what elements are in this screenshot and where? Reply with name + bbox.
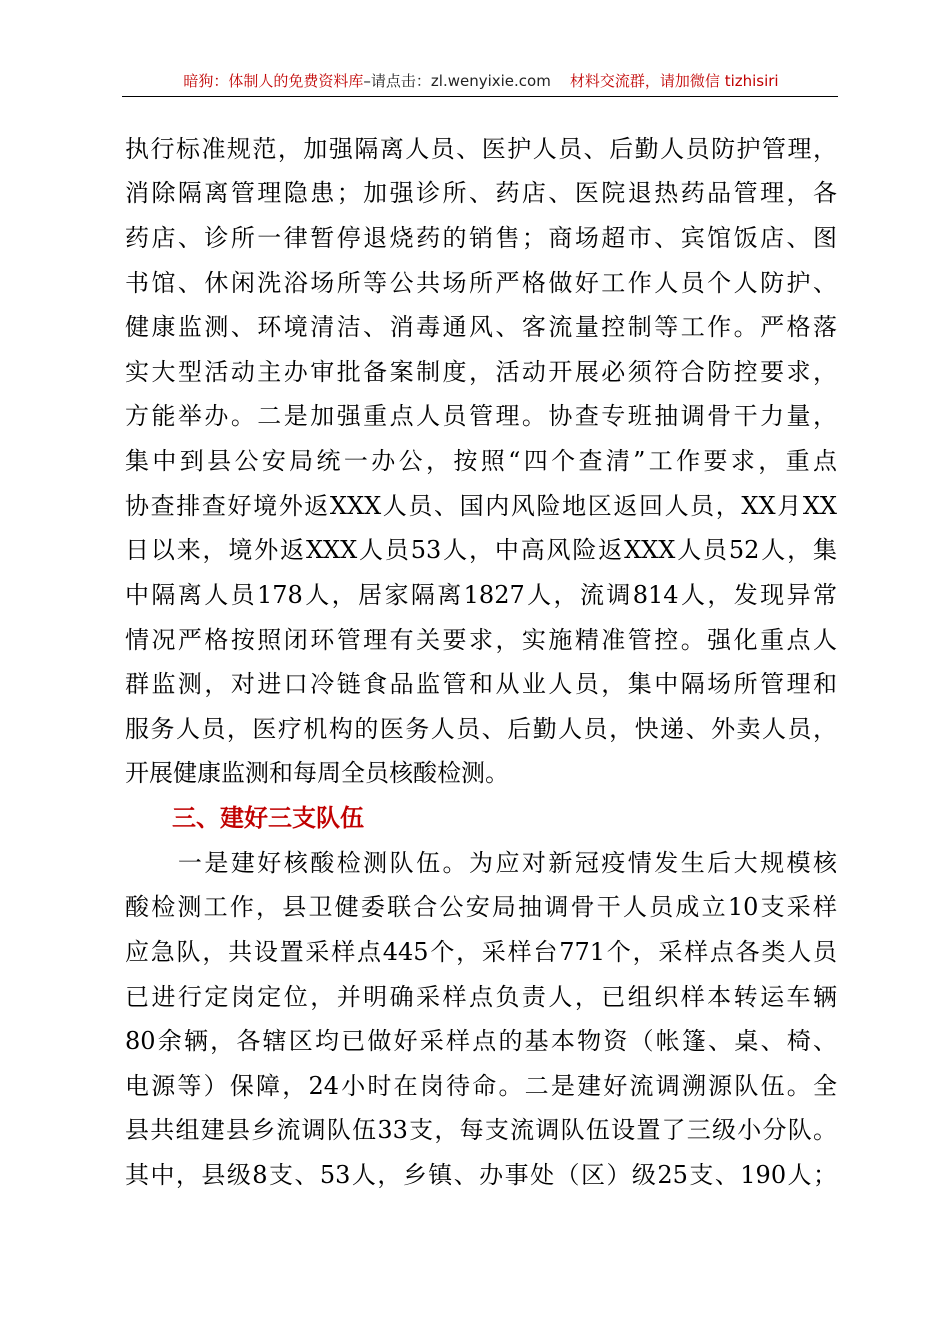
paragraph-line: 中隔离人员178人，居家隔离1827人，流调814人，发现异常 xyxy=(125,581,837,609)
paragraph-line: 消除隔离管理隐患；加强诊所、药店、医院退热药品管理，各 xyxy=(125,179,837,207)
paragraph-line: 酸检测工作，县卫健委联合公安局抽调骨干人员成立10支采样 xyxy=(125,893,837,921)
header-divider xyxy=(122,96,838,97)
paragraph-line: 电源等）保障，24小时在岗待命。二是建好流调溯源队伍。全 xyxy=(125,1072,837,1100)
section-heading: 三、建好三支队伍 xyxy=(172,804,364,832)
page-header xyxy=(122,66,840,96)
paragraph-line: 书馆、休闲洗浴场所等公共场所严格做好工作人员个人防护、 xyxy=(125,269,837,297)
paragraph-line: 执行标准规范，加强隔离人员、医护人员、后勤人员防护管理， xyxy=(125,135,837,163)
paragraph-line: 其中，县级8支、53人，乡镇、办事处（区）级25支、190人； xyxy=(125,1161,837,1189)
paragraph-line: 药店、诊所一律暂停退烧药的销售；商场超市、宾馆饭店、图 xyxy=(125,224,837,252)
header-contact: 材料交流群，请加微信 tizhisiri xyxy=(569,72,779,90)
paragraph-line: 情况严格按照闭环管理有关要求，实施精准管控。强化重点人 xyxy=(125,626,837,654)
paragraph-line: 实大型活动主办审批备案制度，活动开展必须符合防控要求， xyxy=(125,358,837,386)
paragraph-line: 县共组建县乡流调队伍33支，每支流调队伍设置了三级小分队。 xyxy=(125,1116,837,1144)
paragraph-line: 协查排查好境外返XXX人员、国内风险地区返回人员，XX月XX xyxy=(125,492,837,520)
header-site-name: 暗狗：体制人的免费资料库 xyxy=(183,72,364,90)
paragraph-line: 服务人员，医疗机构的医务人员、后勤人员，快递、外卖人员， xyxy=(125,715,837,743)
paragraph-line: 80余辆，各辖区均已做好采样点的基本物资（帐篷、桌、椅、 xyxy=(125,1027,837,1055)
paragraph-line: 日以来，境外返XXX人员53人，中高风险返XXX人员52人，集 xyxy=(125,536,837,564)
header-url-link[interactable]: zl.wenyixie.com xyxy=(430,72,551,90)
paragraph-line: 群监测，对进口冷链食品监管和从业人员，集中隔场所管理和 xyxy=(125,670,837,698)
paragraph-line: 一是建好核酸检测队伍。为应对新冠疫情发生后大规模核 xyxy=(125,849,837,877)
paragraph-line: 健康监测、环境清洁、消毒通风、客流量控制等工作。严格落 xyxy=(125,313,837,341)
paragraph-line: 集中到县公安局统一办公，按照“四个查清”工作要求，重点 xyxy=(125,447,837,475)
header-click-prompt: –请点击： xyxy=(363,72,431,90)
paragraph-line: 已进行定岗定位，并明确采样点负责人，已组织样本转运车辆 xyxy=(125,983,837,1011)
paragraph-line: 方能举办。二是加强重点人员管理。协查专班抽调骨干力量， xyxy=(125,402,837,430)
paragraph-line: 应急队，共设置采样点445个，采样台771个，采样点各类人员 xyxy=(125,938,837,966)
paragraph-line: 开展健康监测和每周全员核酸检测。 xyxy=(125,759,509,787)
